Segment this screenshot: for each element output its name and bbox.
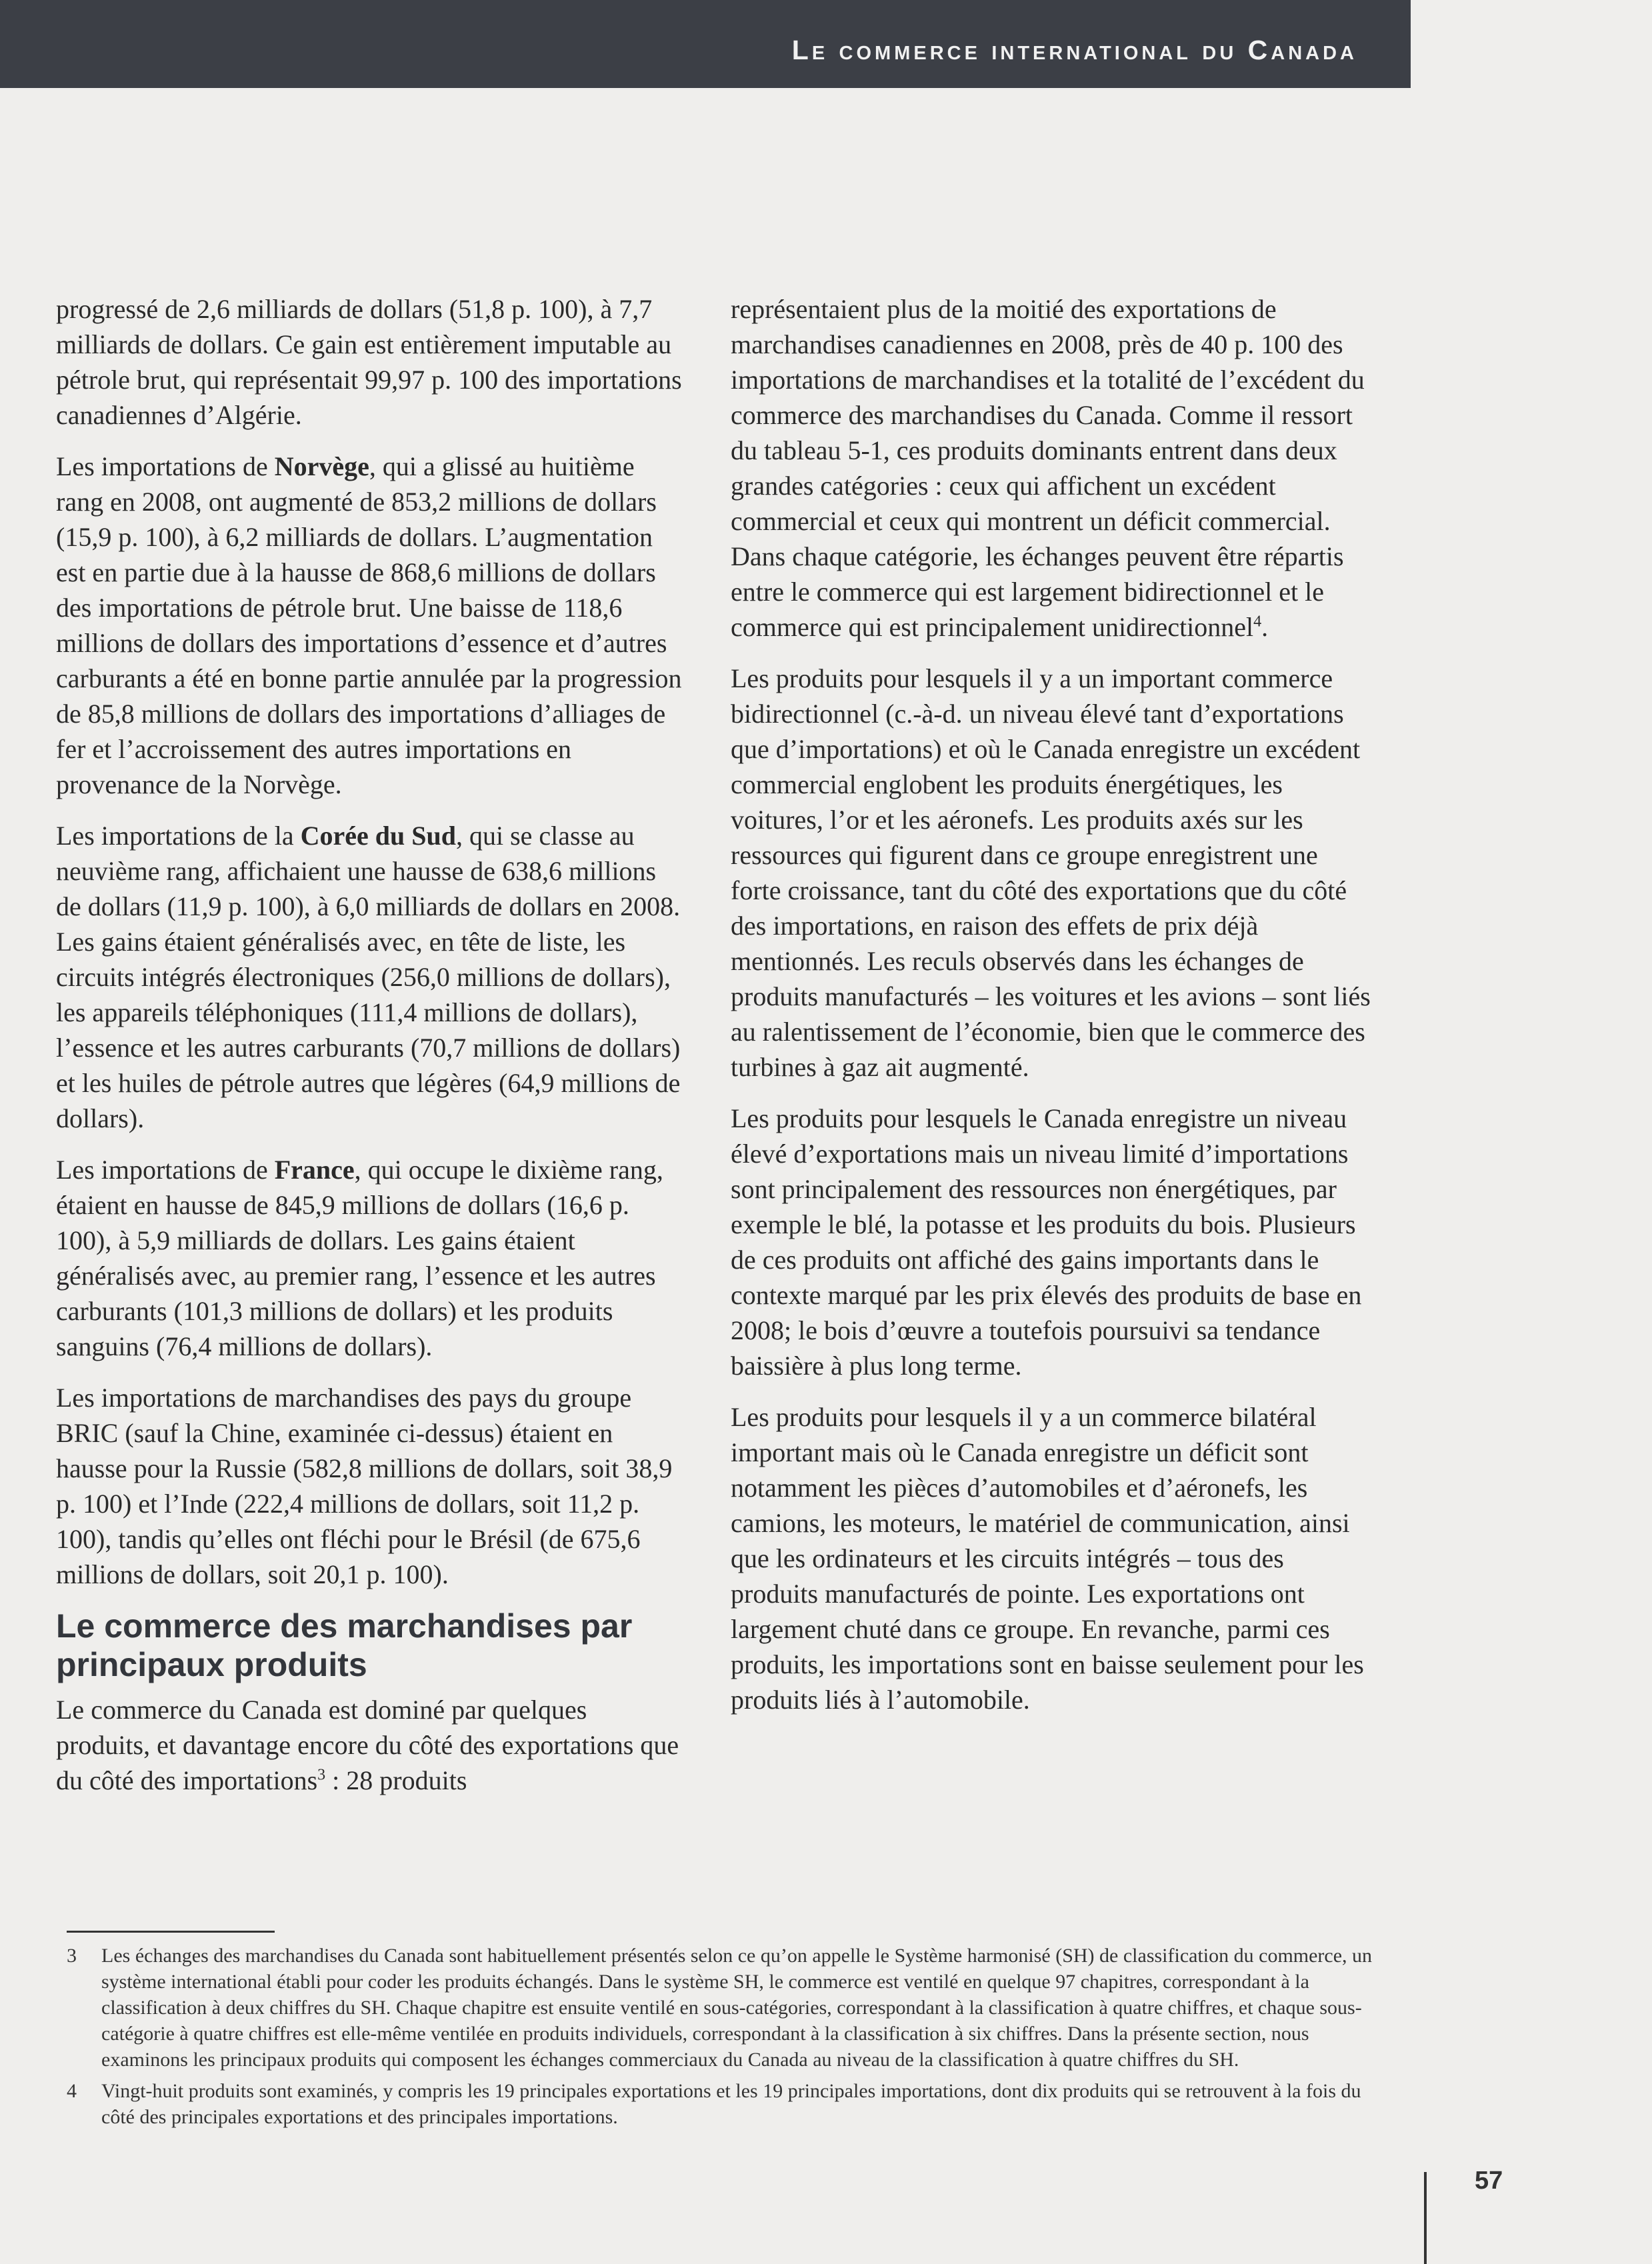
country-name: France xyxy=(274,1155,355,1185)
footnote-number: 3 xyxy=(67,1945,77,1967)
country-name: Norvège xyxy=(274,451,369,481)
section-heading: Le commerce des marchandises par principaux produits xyxy=(56,1607,633,1683)
running-header-title: Le commerce international du Canada xyxy=(791,35,1357,65)
footnote-text: Vingt-huit produits sont examinés, y compris les 19 principales exportations et les 19 principales importations, dont dix produits qui se retrouvent à la fois du côté des principales exportations et des principales importations. xyxy=(101,2080,1361,2128)
page-number: 57 xyxy=(1475,2167,1503,2195)
footnote-text: Les échanges des marchandises du Canada sont habituellement présentés selon ce qu’on appelle le Système harmonisé (SH) de classification du commerce, un système international établi pour coder les produits échangés. Dans le système SH, le commerce est ventilé en quelque 97 chapitres, correspondant à la classification à deux chiffres du SH. Chaque chapitre est ensuite ventilé en sous-catégories, correspondant à la classification à quatre chiffres, et chaque sous-catégorie à quatre chiffres est elle-même ventilée en produits individuels, correspondant à la classification à six chiffres. Dans la présente section, nous examinons les principaux produits qui composent les échanges commerciaux du Canada au niveau de la classification à quatre chiffres du SH. xyxy=(101,1945,1373,2071)
footnote xyxy=(67,1943,1373,2073)
paragraph: Les importations de France, qui occupe le dixième rang, étaient en hausse de 845,9 millions de dollars (16,6 p. 100), à 5,9 milliards de dollars. Les gains étaient généralisés avec, au premier rang, l’essence et les autres carburants (101,3 millions de dollars) et les produits sanguins (76,4 millions de dollars). xyxy=(56,1155,663,1361)
right-column xyxy=(731,291,1371,1733)
paragraph: Les importations de la Corée du Sud, qui se classe au neuvième rang, affichaient une hausse de 638,6 millions de dollars (11,9 p. 100), à 6,0 milliards de dollars en 2008. Les gains étaient généralisés avec, en tête de liste, les circuits intégrés électroniques (256,0 millions de dollars), les appareils téléphoniques (111,4 millions de dollars), l’essence et les autres carburants (70,7 millions de dollars) et les huiles de pétrole autres que légères (64,9 millions de dollars). xyxy=(56,821,681,1133)
paragraph: Les produits pour lesquels il y a un commerce bilatéral important mais où le Canada enregistre un déficit sont notamment les pièces d’automobiles et d’aéronefs, les camions, les moteurs, le matériel de communication, ainsi que les ordinateurs et les circuits intégrés – tous des produits manufacturés de pointe. Les exportations ont largement chuté dans ce groupe. En revanche, parmi ces produits, les importations sont en baisse seulement pour les produits liés à l’automobile. xyxy=(731,1402,1364,1715)
page-number-divider xyxy=(1424,2172,1427,2264)
footnote-divider xyxy=(67,1931,275,1933)
header-band xyxy=(0,0,1411,88)
paragraph: représentaient plus de la moitié des exportations de marchandises canadiennes en 2008, près de 40 p. 100 des importations de marchandises et la totalité de l’excédent du commerce des marchandises du Canada. Comme il ressort du tableau 5-1, ces produits dominants entrent dans deux grandes catégories : ceux qui affichent un excédent commercial et ceux qui montrent un déficit commercial. Dans chaque catégorie, les échanges peuvent être répartis entre le commerce qui est largement bidirectionnel et le commerce qui est principalement unidirectionnel$^4$. xyxy=(731,294,1365,642)
paragraph: Le commerce du Canada est dominé par quelques produits, et davantage encore du côté des exportations que du côté des importations$^3$ : 28 produits xyxy=(56,1695,679,1795)
country-name: Corée du Sud xyxy=(300,821,456,851)
paragraph: Les produits pour lesquels il y a un important commerce bidirectionnel (c.-à-d. un niveau élevé tant d’exportations que d’importations) et où le Canada enregistre un excédent commercial englobent les produits énergétiques, les voitures, l’or et les aéronefs. Les produits axés sur les ressources qui figurent dans ce groupe enregistrent une forte croissance, tant du côté des exportations que du côté des importations, en raison des effets de prix déjà mentionnés. Les reculs observés dans les échanges de produits manufacturés – les voitures et les avions – sont liés au ralentissement de l’économie, bien que le commerce des turbines à gaz ait augmenté. xyxy=(731,663,1371,1082)
footnotes xyxy=(67,1943,1373,2135)
left-column xyxy=(56,291,683,1814)
paragraph: Les importations de Norvège, qui a glissé au huitième rang en 2008, ont augmenté de 853,2 millions de dollars (15,9 p. 100), à 6,2 milliards de dollars. L’augmentation est en partie due à la hausse de 868,6 millions de dollars des importations de pétrole brut. Une baisse de 118,6 millions de dollars des importations d’essence et d’autres carburants a été en bonne partie annulée par la progression de 85,8 millions de dollars des importations d’alliages de fer et l’accroissement des autres importations en provenance de la Norvège. xyxy=(56,451,682,799)
footnote-ref: 3 xyxy=(317,1766,326,1784)
footnote-number: 4 xyxy=(67,2080,77,2102)
paragraph: progressé de 2,6 milliards de dollars (51,8 p. 100), à 7,7 milliards de dollars. Ce gain est entièrement imputable au pétrole brut, qui représentait 99,97 p. 100 des importations canadiennes d’Algérie. xyxy=(56,294,682,430)
paragraph: Les importations de marchandises des pays du groupe BRIC (sauf la Chine, examinée ci-dessus) étaient en hausse pour la Russie (582,8 millions de dollars, soit 38,9 p. 100) et l’Inde (222,4 millions de dollars, soit 11,2 p. 100), tandis qu’elles ont fléchi pour le Brésil (de 675,6 millions de dollars, soit 20,1 p. 100). xyxy=(56,1383,673,1589)
footnote xyxy=(67,2078,1373,2130)
footnote-ref: 4 xyxy=(1253,613,1262,631)
paragraph: Les produits pour lesquels le Canada enregistre un niveau élevé d’exportations mais un niveau limité d’importations sont principalement des ressources non énergétiques, par exemple le blé, la potasse et les produits du bois. Plusieurs de ces produits ont affiché des gains importants dans le contexte marqué par les prix élevés des produits de base en 2008; le bois d’œuvre a toutefois poursuivi sa tendance baissière à plus long terme. xyxy=(731,1103,1362,1381)
